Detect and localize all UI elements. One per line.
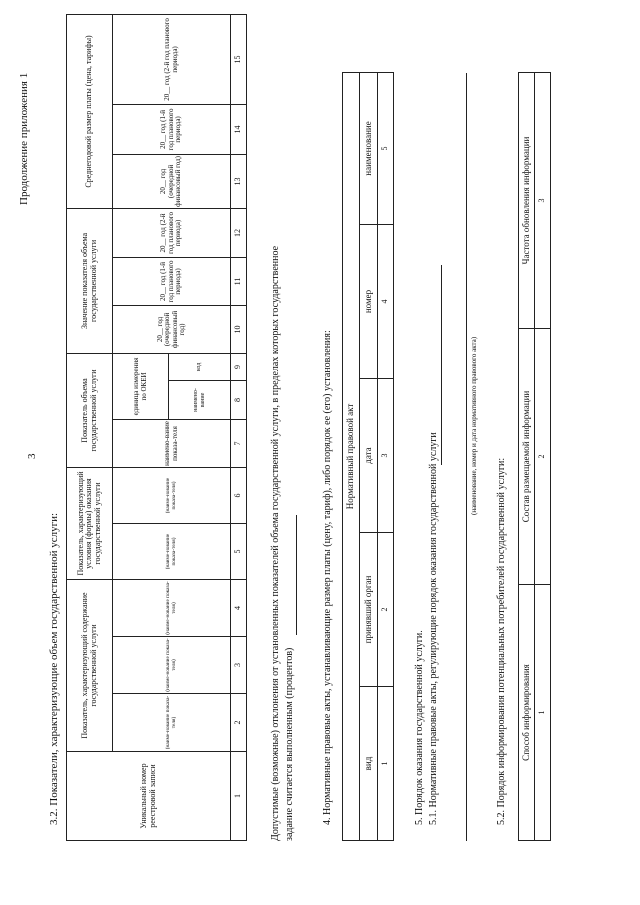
column-number: 3 [231,637,247,694]
header-volume-name: наимено-вание показа-теля [113,420,231,468]
column-number: 6 [231,468,247,524]
column-number: 4 [377,225,393,379]
header-unique-number: Уникальный номер реестровой записи [67,752,231,841]
header-value-year-plan2: 20__ год (2-й год планового периода) [113,208,231,257]
column-number: 13 [231,154,247,208]
header-price-year-plan2: 20__ год (2-й год планового периода) [113,14,231,104]
header-conditions-group: Показатель, характеризующий условия (формы) оказания государственной услуги [67,468,113,580]
column-number: 3 [377,379,393,533]
column-number: 4 [231,580,247,637]
continuation-label: Продолжение приложения 1 [18,72,30,205]
column-number: 15 [231,14,247,104]
header-price-year-plan1: 20__ год (1-й год планового периода) [113,104,231,154]
column-number: 10 [231,305,247,353]
col-header-name: наименование [360,72,377,224]
regulation-blank-line-2 [466,73,467,841]
page-number: 3 [26,453,38,459]
column-number: 14 [231,104,247,154]
header-conditions-sub-2: (наиме-нование показа-теля) [113,468,231,524]
col-header-date: дата [360,379,377,533]
col-header-content: Состав размещаемой информации [519,329,535,585]
column-number: 8 [231,381,247,420]
header-value-year-plan1: 20__ год (1-й год планового периода) [113,257,231,305]
normative-act-group-header: Нормативный правовой акт [343,72,360,840]
column-number: 2 [535,329,551,585]
column-number: 2 [377,533,393,687]
deviation-text-line2: задание считается выполненным (процентов) [284,647,295,841]
column-number: 5 [377,72,393,224]
deviation-blank-line [296,515,297,635]
column-number-row [377,72,393,840]
column-number: 1 [535,585,551,841]
section-4-title: 4. Нормативные правовые акты, устанавливающие размер платы (цену, тариф), либо порядок ее (его) установления: [322,330,333,825]
header-content-sub-3: (наиме-нование показа-теля) [113,580,231,637]
header-content-sub-2: (наиме-нование показа-теля) [113,637,231,694]
header-price-group: Среднегодовой размер платы (цена, тарифы) [67,14,113,208]
section-5-2-title: 5.2. Порядок информирования потенциальных потребителей государственной услуги: [496,457,507,825]
column-number: 7 [231,420,247,468]
section-5-1-title: 5.1. Нормативные правовые акты, регулирующие порядок оказания государственной услуги [428,432,439,825]
volume-table [66,14,247,841]
column-number: 1 [231,752,247,841]
column-number: 1 [377,687,393,841]
column-number: 12 [231,208,247,257]
regulation-blank-line [441,265,442,465]
column-number: 3 [535,73,551,329]
col-header-method: Способ информирования [519,585,535,841]
normative-acts-table [342,72,394,841]
informing-table [518,72,551,841]
column-number-row [535,73,551,841]
header-price-year-current: 20__ год (очередной финансовый год) [113,154,231,208]
header-value-year-current: 20__ год (очередной финансовый год) [113,305,231,353]
col-header-type: вид [360,687,377,841]
regulation-note: (наименование, номер и дата нормативного правового акта) [470,336,478,515]
section-3-2-title: 3.2. Показатели, характеризующие объем государственной услуги: [48,512,60,825]
header-unit: единица измерения по ОКЕИ [113,353,169,419]
col-header-issuing-body: принявший орган [360,533,377,687]
header-content-sub-1: (наиме-нование показа-теля) [113,694,231,752]
column-number: 2 [231,694,247,752]
column-number: 5 [231,524,247,580]
section-5-title: 5. Порядок оказания государственной услуги. [414,630,425,825]
deviation-text-line1: Допустимые (возможные) отклонения от установленных показателей объема государственной услуги, в пределах которых государственное [270,245,281,841]
column-number: 9 [231,353,247,380]
col-header-number: номер [360,225,377,379]
header-content-group: Показатель, характеризующий содержание государственной услуги [67,580,113,752]
column-number: 11 [231,257,247,305]
header-volume-group: Показатель объема государственной услуги [67,353,113,467]
column-number-row [231,14,247,840]
header-conditions-sub-1: (наиме-нование показа-теля) [113,524,231,580]
header-unit-code: код [169,353,231,380]
header-unit-name: наимено-вание [169,381,231,420]
header-value-group: Значение показателя объема государственной услуги [67,208,113,353]
col-header-frequency: Частота обновления информации [519,73,535,329]
